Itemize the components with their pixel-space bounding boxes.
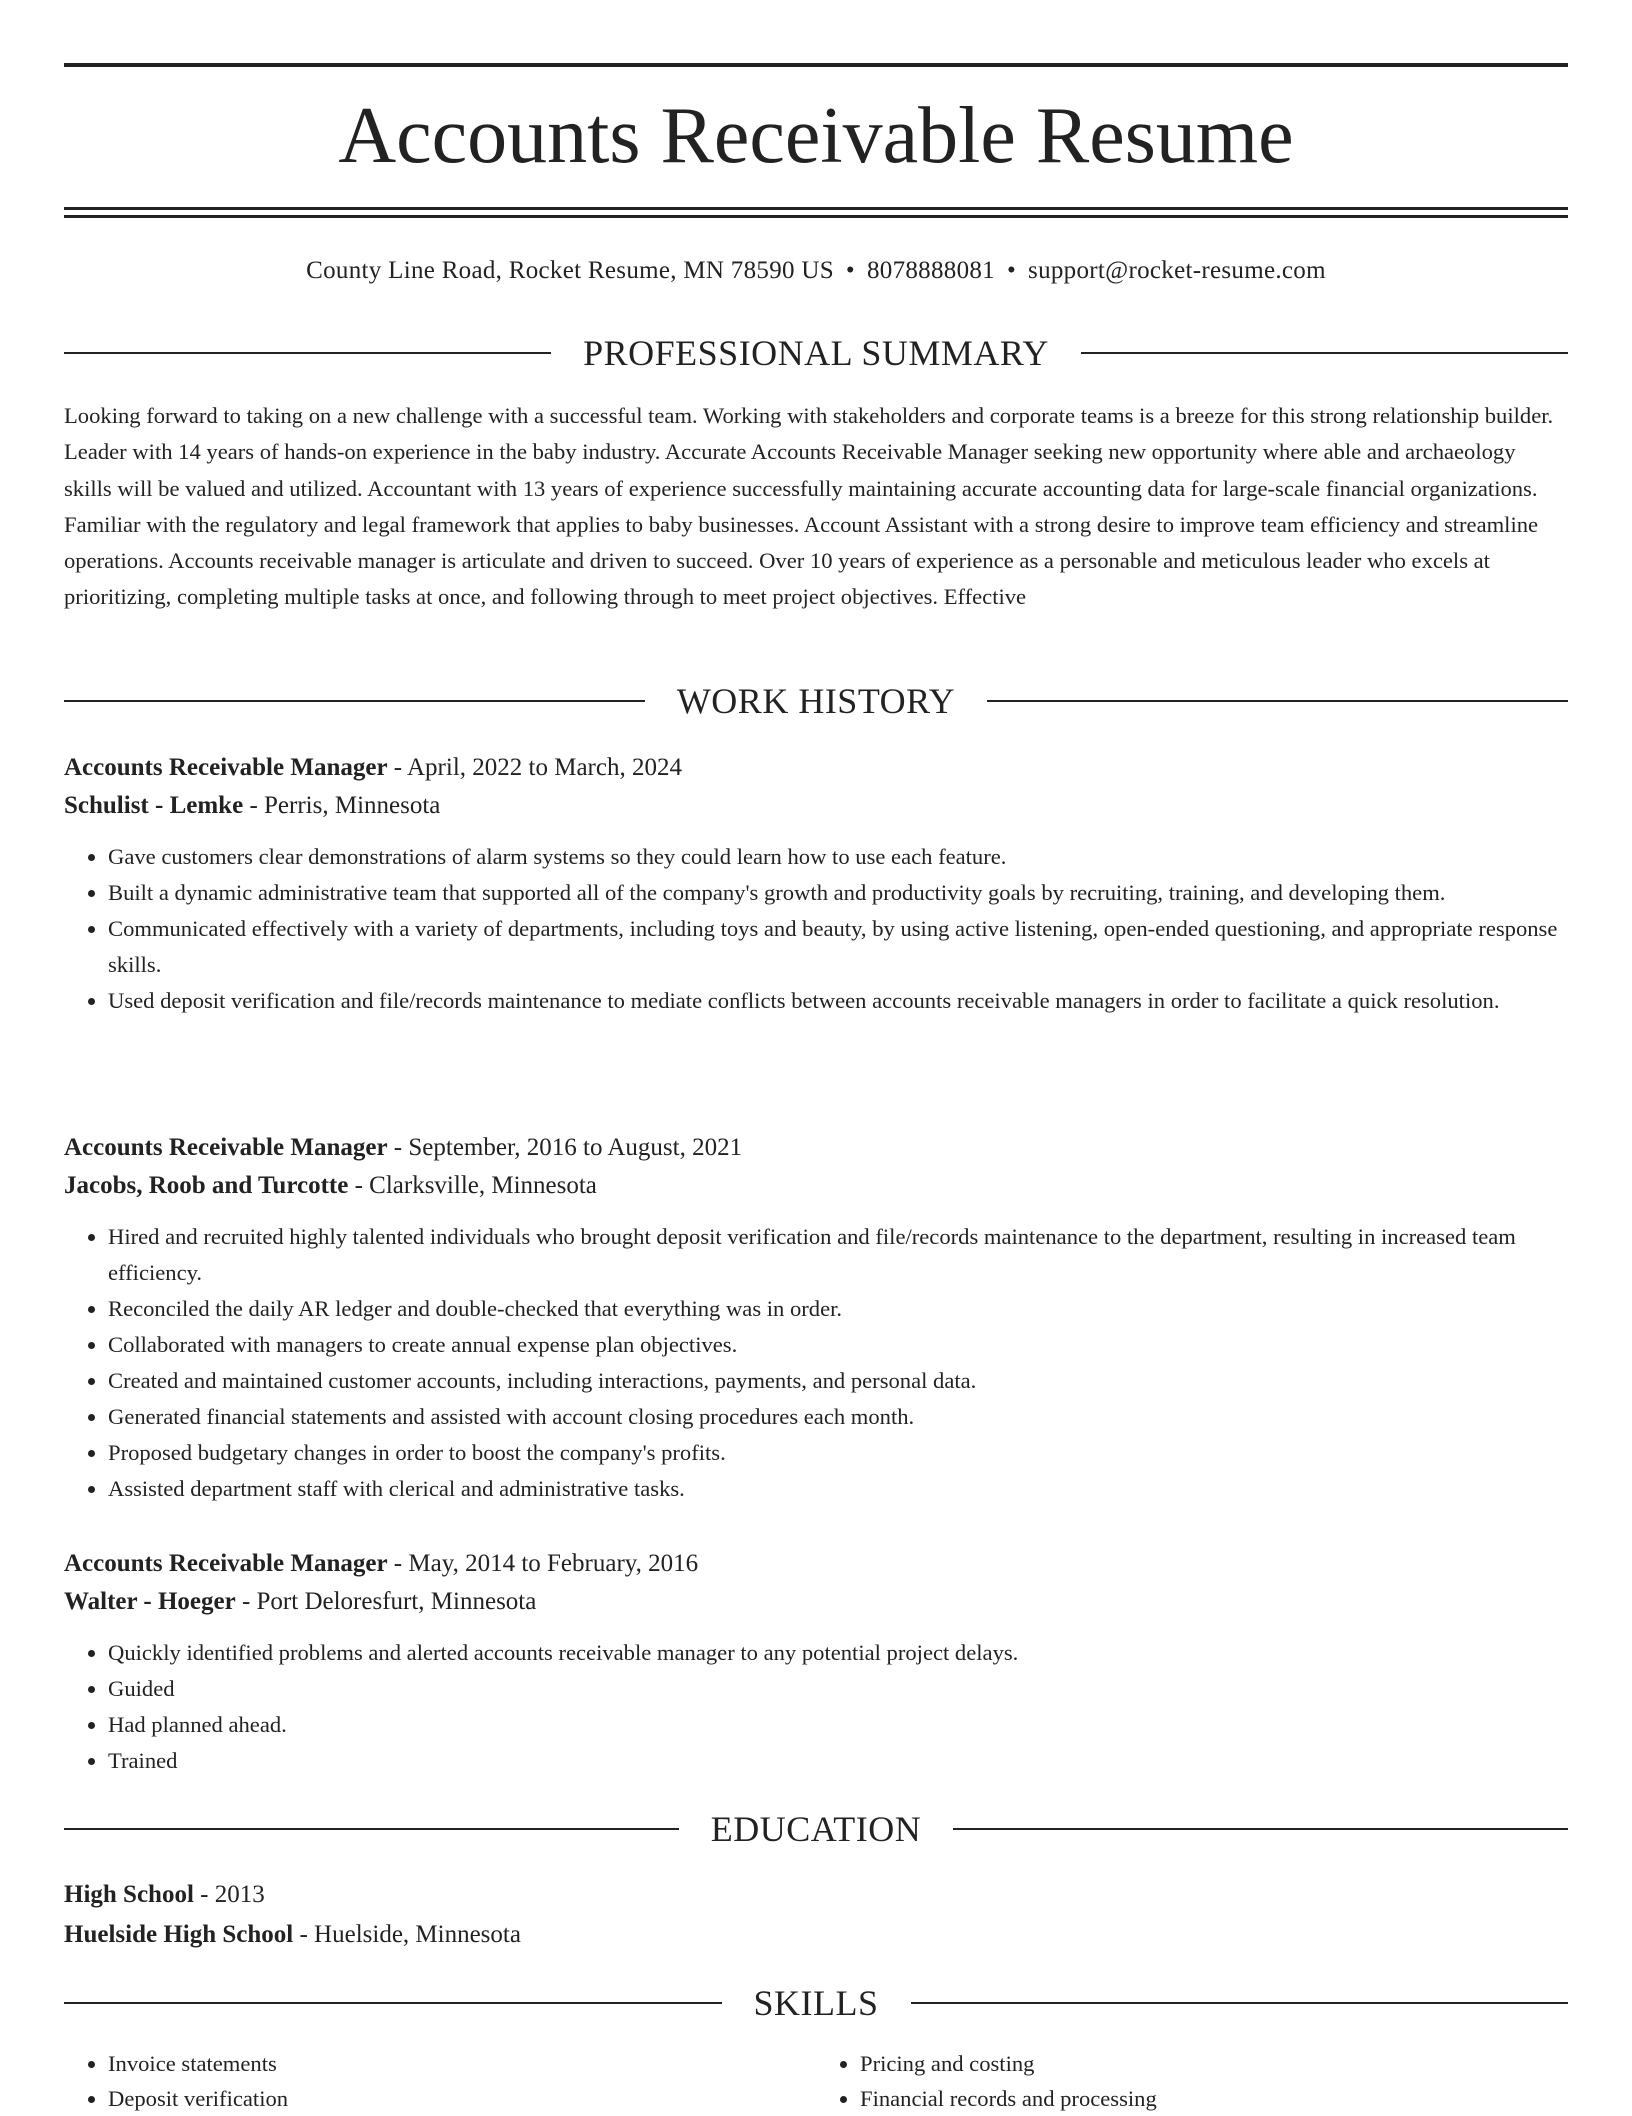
contact-separator: • bbox=[1006, 257, 1017, 284]
job-bullets bbox=[64, 839, 1568, 1019]
work-heading-label: WORK HISTORY bbox=[676, 681, 956, 721]
job-bullets bbox=[64, 1635, 1568, 1779]
job-dates: - May, 2014 to February, 2016 bbox=[387, 1550, 699, 1577]
skills-list bbox=[64, 2046, 1568, 2116]
summary-text: Looking forward to taking on a new challenge with a successful team. Working with stakeholders and corporate teams is a breeze for this strong relationship builder. Leader with 14 years of hands-on experience in the baby industry. Accurate Accounts Receivable Manager seeking new opportunity where able and archaeology skills will be valued and utilized. Accountant with 13 years of experience successfully maintaining accurate accounting data for large-scale financial organizations. Familiar with the regulatory and legal framework that applies to baby businesses. Account Assistant with a strong desire to improve team efficiency and streamline operations. Accounts receivable manager is articulate and driven to succeed. Over 10 years of experience as a personable and meticulous leader who excels at prioritizing, completing multiple tasks at once, and following through to meet project objectives. Effective bbox=[64, 403, 1554, 610]
job-bullet: • Collaborated with managers to create annual expense plan objectives. bbox=[108, 1327, 1568, 1363]
education-degree: High School bbox=[64, 1881, 194, 1908]
contact-line bbox=[64, 254, 1568, 288]
job-bullet: • Gave customers clear demonstrations of alarm systems so they could learn how to use each feature. bbox=[108, 839, 1568, 875]
job-bullet: • Used deposit verification and file/records maintenance to mediate conflicts between accounts receivable managers in order to facilitate a quick resolution. bbox=[108, 983, 1568, 1019]
education-section-heading bbox=[64, 1807, 1568, 1851]
job-location: - Clarksville, Minnesota bbox=[348, 1172, 597, 1199]
job-location: - Perris, Minnesota bbox=[243, 792, 441, 819]
skills-heading-label: SKILLS bbox=[753, 1983, 879, 2023]
education-year: - 2013 bbox=[193, 1881, 265, 1908]
heading-rule-right bbox=[953, 1828, 1568, 1830]
contact-email: support@rocket-resume.com bbox=[1028, 257, 1326, 284]
job-bullet: • Had planned ahead. bbox=[108, 1707, 1568, 1743]
skill-item: • Financial records and processing bbox=[860, 2081, 1568, 2116]
job-dates: - September, 2016 to August, 2021 bbox=[387, 1134, 743, 1161]
heading-rule-left bbox=[64, 700, 645, 702]
skills-column-right bbox=[816, 2046, 1568, 2116]
job-entry bbox=[64, 1129, 1568, 1507]
heading-rule-right bbox=[911, 2002, 1569, 2004]
job-bullet: • Trained bbox=[108, 1743, 1568, 1779]
contact-separator: • bbox=[845, 257, 855, 284]
job-entry bbox=[64, 1545, 1568, 1779]
heading-rule-left bbox=[64, 352, 551, 354]
job-bullet: • Quickly identified problems and alerted accounts receivable manager to any potential project delays. bbox=[108, 1635, 1568, 1671]
job-title-line bbox=[64, 749, 1568, 787]
job-title-line bbox=[64, 1545, 1568, 1583]
job-bullet: • Generated financial statements and assisted with account closing procedures each month. bbox=[108, 1399, 1568, 1435]
skill-item: • Invoice statements bbox=[108, 2046, 816, 2081]
job-title: Accounts Receivable Manager bbox=[64, 1134, 388, 1161]
heading-rule-right bbox=[1081, 352, 1568, 354]
job-bullet: • Built a dynamic administrative team that supported all of the company's growth and productivity goals by recruiting, training, and developing them. bbox=[108, 875, 1568, 911]
job-bullet: • Reconciled the daily AR ledger and double-checked that everything was in order. bbox=[108, 1291, 1568, 1327]
heading-rule-right bbox=[987, 700, 1568, 702]
education-school-line bbox=[64, 1916, 1568, 1954]
job-company-line bbox=[64, 1583, 1568, 1621]
job-dates: - April, 2022 to March, 2024 bbox=[387, 754, 682, 781]
education-entry bbox=[64, 1876, 1568, 1954]
job-company: Jacobs, Roob and Turcotte bbox=[64, 1172, 349, 1199]
job-bullet: • Guided bbox=[108, 1671, 1568, 1707]
job-location: - Port Deloresfurt, Minnesota bbox=[235, 1588, 537, 1615]
education-location: - Huelside, Minnesota bbox=[293, 1921, 521, 1948]
job-company-line bbox=[64, 1167, 1568, 1205]
job-title: Accounts Receivable Manager bbox=[64, 1550, 388, 1577]
contact-phone: 8078888081 bbox=[866, 257, 995, 284]
job-bullet: • Assisted department staff with clerical and administrative tasks. bbox=[108, 1471, 1568, 1507]
job-company-line bbox=[64, 787, 1568, 825]
job-bullet: • Created and maintained customer accounts, including interactions, payments, and personal data. bbox=[108, 1363, 1568, 1399]
job-company: Schulist - Lemke bbox=[64, 792, 244, 819]
top-rule bbox=[64, 63, 1568, 67]
job-bullet: • Hired and recruited highly talented individuals who brought deposit verification and file/records maintenance to the department, resulting in increased team efficiency. bbox=[108, 1219, 1568, 1291]
skills-section-heading bbox=[64, 1981, 1568, 2025]
job-title: Accounts Receivable Manager bbox=[64, 754, 388, 781]
skill-item: • Pricing and costing bbox=[860, 2046, 1568, 2081]
heading-rule-left bbox=[64, 1828, 679, 1830]
work-section-heading bbox=[64, 679, 1568, 723]
title-rule-lower bbox=[64, 215, 1568, 218]
page-title: Accounts Receivable Resume bbox=[338, 92, 1294, 180]
education-heading-label: EDUCATION bbox=[710, 1809, 922, 1849]
job-bullet: • Communicated effectively with a variety of departments, including toys and beauty, by using active listening, open-ended questioning, and appropriate response skills. bbox=[108, 911, 1568, 983]
title-rule-upper bbox=[64, 207, 1568, 210]
heading-rule-left bbox=[64, 2002, 722, 2004]
job-company: Walter - Hoeger bbox=[64, 1588, 236, 1615]
education-school: Huelside High School bbox=[64, 1921, 294, 1948]
education-degree-line bbox=[64, 1876, 1568, 1914]
job-entry bbox=[64, 749, 1568, 1019]
job-bullet: • Proposed budgetary changes in order to boost the company's profits. bbox=[108, 1435, 1568, 1471]
skills-column-left bbox=[64, 2046, 816, 2116]
job-title-line bbox=[64, 1129, 1568, 1167]
skill-item: • Deposit verification bbox=[108, 2081, 816, 2116]
summary-section-heading bbox=[64, 331, 1568, 375]
summary-heading-label: PROFESSIONAL SUMMARY bbox=[583, 333, 1049, 373]
job-bullets bbox=[64, 1219, 1568, 1507]
contact-address: County Line Road, Rocket Resume, MN 78590 US bbox=[306, 257, 834, 284]
